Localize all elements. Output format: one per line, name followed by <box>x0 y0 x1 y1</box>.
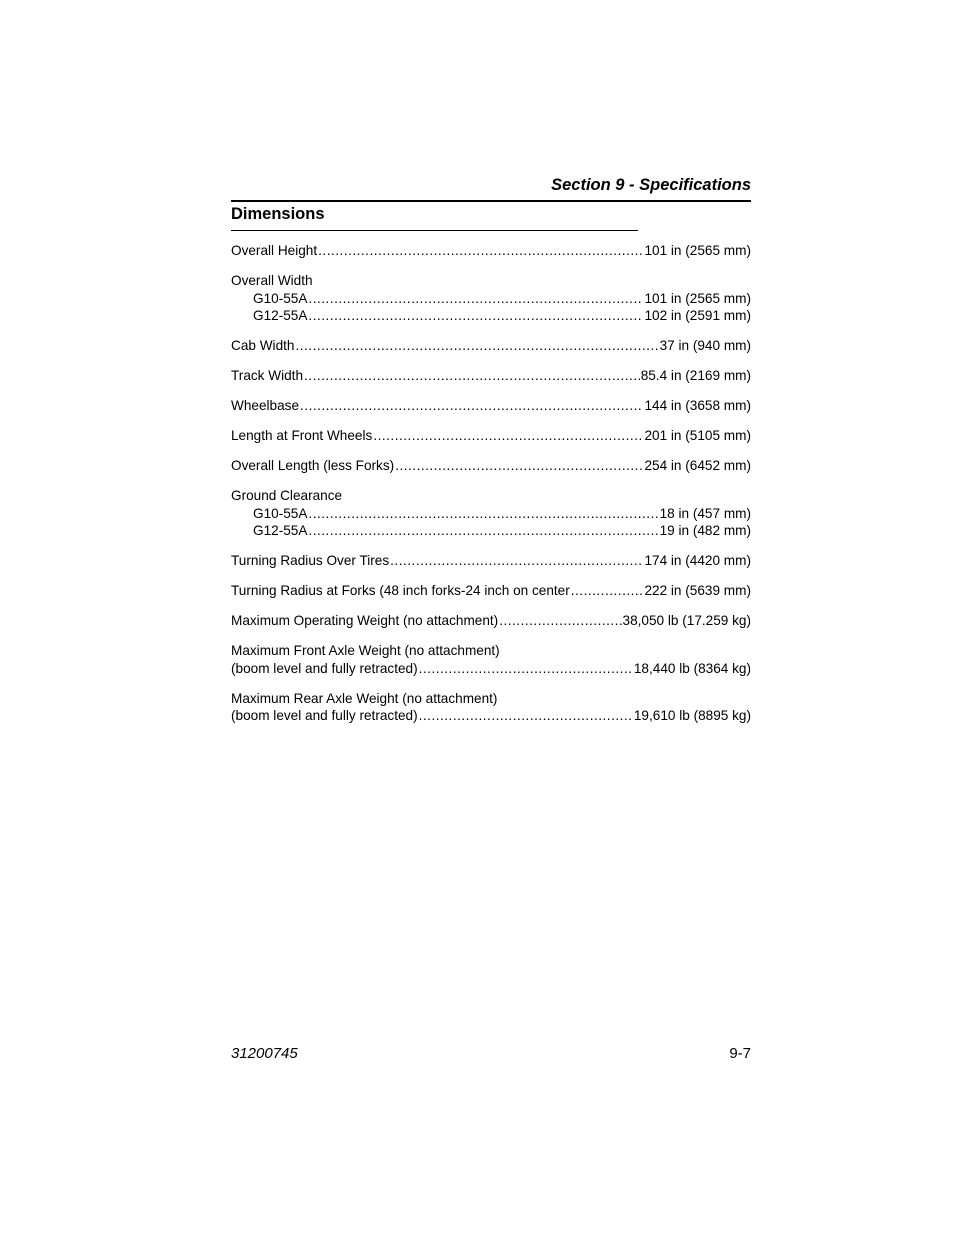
dot-leader <box>373 427 643 445</box>
spec-value: 101 in (2565 mm) <box>644 290 751 306</box>
spec-model-label: G10-55A <box>253 505 308 521</box>
dot-leader <box>308 290 643 308</box>
dot-leader <box>308 522 658 540</box>
spec-value: 19 in (482 mm) <box>659 523 751 538</box>
spec-label: Ground Clearance <box>231 488 343 503</box>
spec-label: Overall Height <box>231 243 318 258</box>
spec-model-label: G12-55A <box>253 523 308 538</box>
spec-turning-radius-tires <box>231 552 751 570</box>
spec-overall-width <box>231 272 751 325</box>
dot-leader <box>300 397 643 415</box>
dot-leader <box>395 457 643 475</box>
dimensions-heading: Dimensions <box>231 205 325 223</box>
spec-sublabel: (boom level and fully retracted) <box>231 660 418 676</box>
spec-value: 254 in (6452 mm) <box>644 458 751 473</box>
spec-cab-width <box>231 337 751 355</box>
dot-leader <box>308 505 658 523</box>
spec-max-operating-weight <box>231 612 751 630</box>
spec-value: 18 in (457 mm) <box>659 505 751 521</box>
spec-track-width <box>231 367 751 385</box>
spec-model-label: G12-55A <box>253 308 308 323</box>
spec-sublabel: (boom level and fully retracted) <box>231 708 418 723</box>
spec-value: 19,610 lb (8895 kg) <box>633 708 751 723</box>
section-title: Section 9 - Specifications <box>551 176 751 194</box>
spec-label: Maximum Rear Axle Weight (no attachment) <box>231 690 498 706</box>
spec-label: Wheelbase <box>231 398 300 413</box>
page-number: 9-7 <box>729 1045 751 1062</box>
specs-list <box>231 242 751 737</box>
dot-leader <box>419 707 633 725</box>
dot-leader <box>295 337 658 355</box>
dot-leader <box>499 612 621 630</box>
spec-label: Turning Radius Over Tires <box>231 553 390 568</box>
dot-leader <box>304 367 640 385</box>
spec-length-front-wheels <box>231 427 751 445</box>
spec-value: 102 in (2591 mm) <box>644 308 751 323</box>
spec-label: Track Width <box>231 368 304 383</box>
dot-leader <box>571 582 644 600</box>
spec-turning-radius-forks <box>231 582 751 600</box>
spec-model-label: G10-55A <box>253 290 308 306</box>
spec-label: Overall Length (less Forks) <box>231 458 395 473</box>
dot-leader <box>318 242 643 260</box>
spec-value: 101 in (2565 mm) <box>644 243 751 258</box>
spec-value: 37 in (940 mm) <box>659 338 751 353</box>
spec-wheelbase <box>231 397 751 415</box>
spec-max-rear-axle <box>231 690 751 725</box>
spec-value: 18,440 lb (8364 kg) <box>633 660 751 676</box>
spec-label: Overall Width <box>231 273 313 288</box>
dot-leader <box>308 307 643 325</box>
spec-max-front-axle <box>231 642 751 677</box>
spec-ground-clearance <box>231 487 751 540</box>
document-number: 31200745 <box>231 1045 298 1062</box>
dot-leader <box>419 660 633 678</box>
spec-label: Maximum Operating Weight (no attachment) <box>231 613 499 628</box>
spec-value: 38,050 lb (17.259 kg) <box>622 613 751 628</box>
spec-label: Turning Radius at Forks (48 inch forks-24 inch on center <box>231 583 570 598</box>
spec-value: 222 in (5639 mm) <box>644 583 751 598</box>
heading-rule <box>231 230 638 231</box>
spec-label: Cab Width <box>231 338 295 353</box>
spec-value: 174 in (4420 mm) <box>644 553 751 568</box>
spec-value: 201 in (5105 mm) <box>644 428 751 443</box>
dot-leader <box>390 552 643 570</box>
header-rule <box>231 200 751 202</box>
spec-value: 85.4 in (2169 mm) <box>640 368 751 383</box>
spec-overall-length <box>231 457 751 475</box>
spec-value: 144 in (3658 mm) <box>644 398 751 413</box>
spec-label: Maximum Front Axle Weight (no attachment) <box>231 643 500 658</box>
spec-label: Length at Front Wheels <box>231 428 373 443</box>
spec-overall-height <box>231 242 751 260</box>
